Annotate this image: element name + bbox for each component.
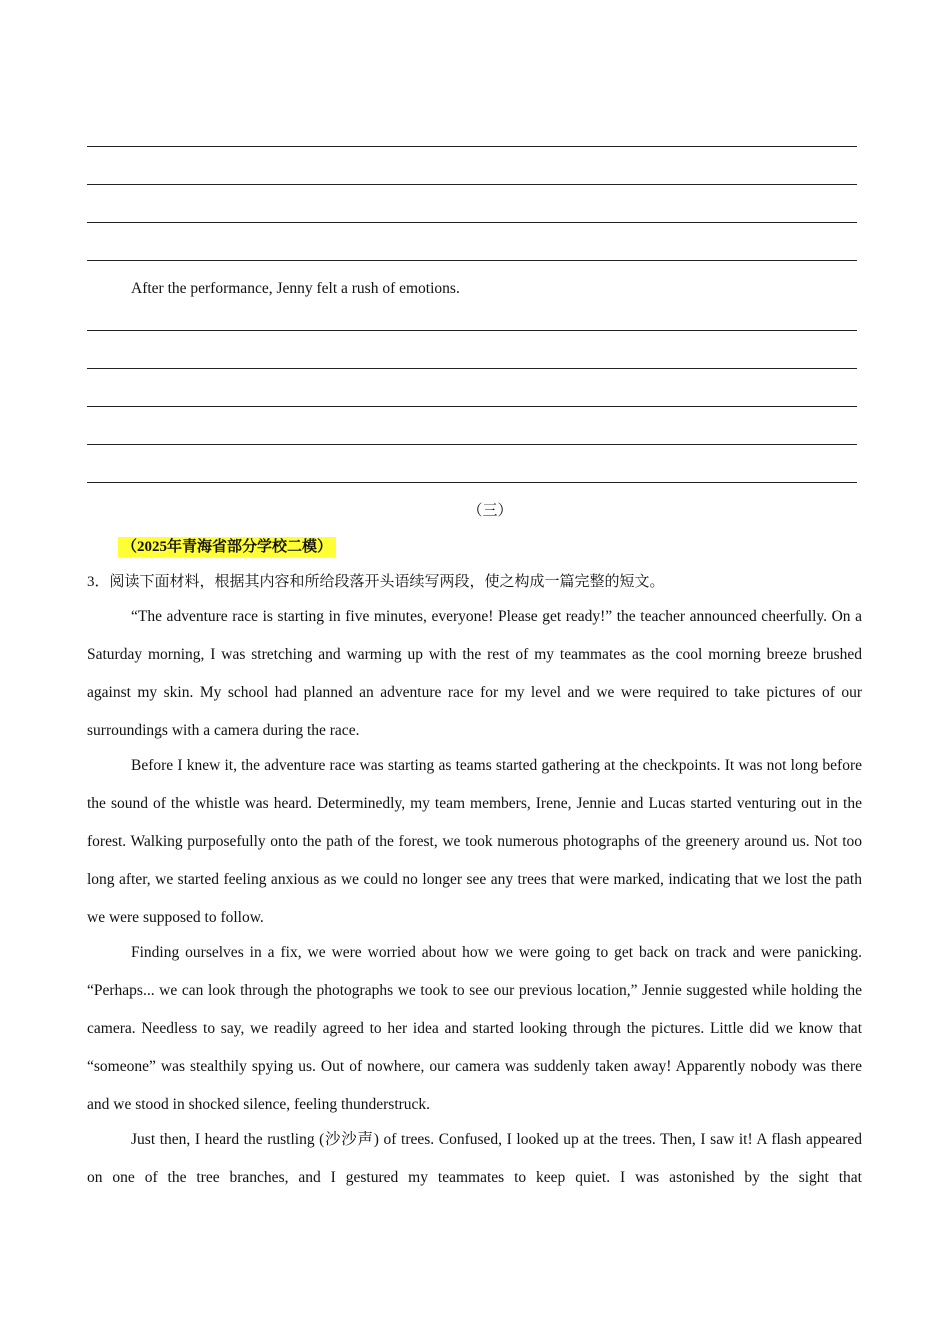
- answer-line[interactable]: [87, 330, 857, 331]
- section-number: （三）: [467, 503, 513, 519]
- instruction-text: 阅读下面材料，根据其内容和所给段落开头语续写两段，使之构成一篇完整的短文。: [109, 574, 665, 590]
- passage-paragraph: Finding ourselves in a fix, we were worried about how we were going to get back on track and were panicking. “Perhaps... we can look through the photographs we took to see our previous location,” Jennie suggested while holding the camera. Needless to say, we readily agreed to her idea and started looking through the pictures. Little did we know that “someone” was stealthily spying us. Out of nowhere, our camera was suddenly taken away! Apparently nobody was there and we stood in shocked silence, feeling thunderstruck.: [87, 944, 862, 1113]
- continuation-prompt: After the performance, Jenny felt a rush of emotions.: [131, 280, 460, 297]
- reading-passage: [87, 598, 862, 1194]
- answer-line[interactable]: [87, 146, 857, 147]
- answer-line[interactable]: [87, 368, 857, 369]
- passage-paragraph: Just then, I heard the rustling (沙沙声) of trees. Confused, I looked up at the trees. Then, I saw it! A flash appeared on one of the tree branches, and I gestured my teammates to keep quiet. I was astonished by the sight that: [87, 1131, 862, 1186]
- passage-paragraph: “The adventure race is starting in five minutes, everyone! Please get ready!” the teacher announced cheerfully. On a Saturday morning, I was stretching and warming up with the rest of my teammates as the cool morning breeze brushed against my skin. My school had planned an adventure race for my level and we were required to take pictures of our surroundings with a camera during the race.: [87, 608, 862, 739]
- answer-line[interactable]: [87, 184, 857, 185]
- question-number: 3．: [87, 574, 110, 590]
- answer-line[interactable]: [87, 260, 857, 261]
- answer-line[interactable]: [87, 222, 857, 223]
- answer-line[interactable]: [87, 444, 857, 445]
- answer-line[interactable]: [87, 482, 857, 483]
- passage-paragraph: Before I knew it, the adventure race was starting as teams started gathering at the checkpoints. It was not long before the sound of the whistle was heard. Determinedly, my team members, Irene, Jennie and Lucas started venturing out in the forest. Walking purposefully onto the path of the forest, we took numerous photographs of the greenery around us. Not too long after, we started feeling anxious as we could no longer see any trees that were marked, indicating that we lost the path we were supposed to follow.: [87, 757, 862, 926]
- question-instruction: [87, 572, 867, 592]
- answer-line[interactable]: [87, 406, 857, 407]
- source-highlight: （2025年青海省部分学校二模）: [118, 537, 336, 557]
